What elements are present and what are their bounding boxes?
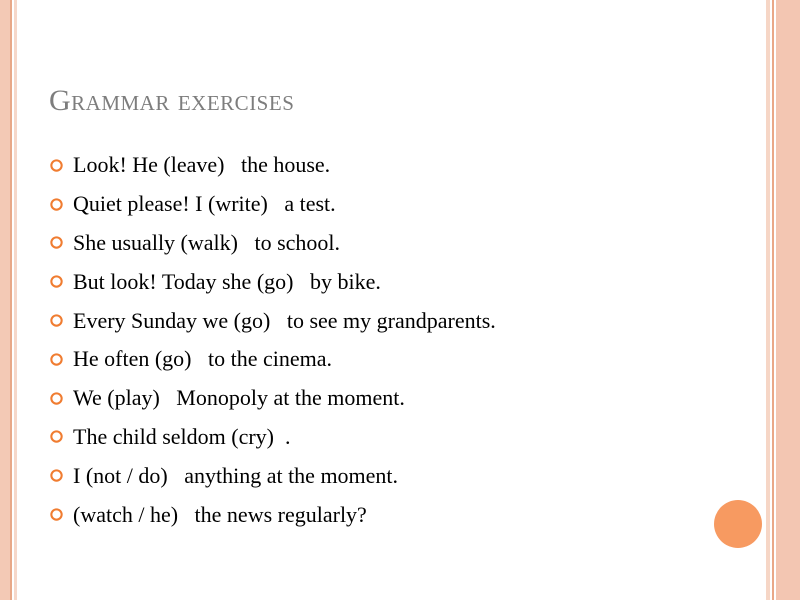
exercise-list: [49, 146, 496, 534]
exercise-item: [49, 456, 496, 495]
right-border-line: [772, 0, 774, 600]
decorative-accent-circle: [714, 500, 762, 548]
exercise-item: [49, 301, 496, 340]
exercise-item: [49, 495, 496, 534]
exercise-item: [49, 340, 496, 379]
exercise-text: Look! He (leave) the house.: [73, 152, 331, 178]
exercise-item: [49, 224, 496, 263]
open-circle-bullet-icon: [49, 468, 64, 483]
exercise-text: He often (go) to the cinema.: [73, 346, 333, 372]
open-circle-bullet-icon: [49, 197, 64, 212]
exercise-text: But look! Today she (go) by bike.: [73, 268, 381, 294]
left-border-inner: [14, 0, 17, 600]
exercise-text: We (play) Monopoly at the moment.: [73, 385, 405, 411]
exercise-text: (watch / he) the news regularly?: [73, 501, 367, 527]
open-circle-bullet-icon: [49, 313, 64, 328]
exercise-item: [49, 418, 496, 457]
left-border-stripe: [0, 0, 10, 600]
exercise-item: [49, 185, 496, 224]
exercise-text: I (not / do) anything at the moment.: [73, 462, 399, 488]
right-border-stripe-thin: [766, 0, 770, 600]
slide-title: Grammar exercises: [49, 84, 295, 117]
open-circle-bullet-icon: [49, 352, 64, 367]
exercise-item: [49, 262, 496, 301]
exercise-text: Quiet please! I (write) a test.: [73, 191, 336, 217]
exercise-text: Every Sunday we (go) to see my grandparents.: [73, 307, 496, 333]
exercise-item: [49, 379, 496, 418]
exercise-text: She usually (walk) to school.: [73, 229, 341, 255]
open-circle-bullet-icon: [49, 429, 64, 444]
exercise-text: The child seldom (cry) .: [73, 423, 291, 449]
right-border-stripe-wide: [776, 0, 800, 600]
left-border-line: [10, 0, 12, 600]
open-circle-bullet-icon: [49, 507, 64, 522]
open-circle-bullet-icon: [49, 274, 64, 289]
open-circle-bullet-icon: [49, 235, 64, 250]
open-circle-bullet-icon: [49, 391, 64, 406]
open-circle-bullet-icon: [49, 158, 64, 173]
exercise-item: [49, 146, 496, 185]
